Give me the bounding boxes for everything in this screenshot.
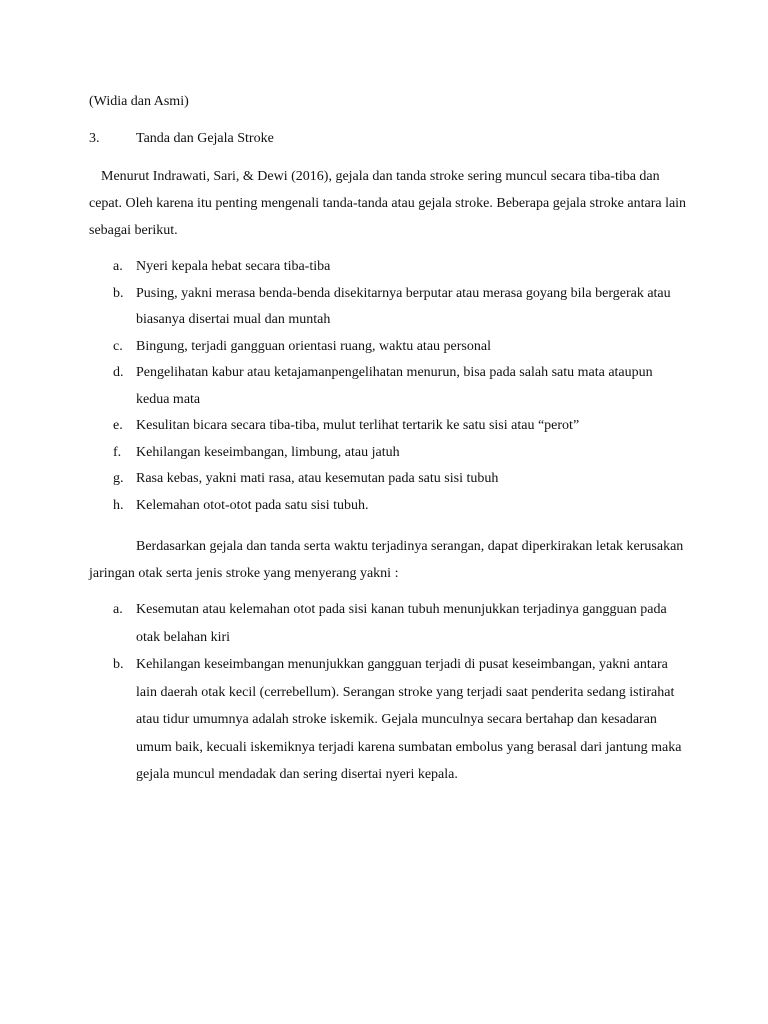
list-item-text: Nyeri kepala hebat secara tiba-tiba [136, 259, 331, 274]
list-marker: e. [113, 418, 123, 433]
symptom-list [89, 254, 689, 519]
intro-paragraph: Menurut Indrawati, Sari, & Dewi (2016), gejala dan tanda stroke sering muncul secara tiba-tiba dan cepat. Oleh karena itu penting mengenali tanda-tanda atau gejala stroke. Beberapa gejala stroke antara lain sebagai berikut. [89, 169, 687, 238]
list-item-text: Kesemutan atau kelemahan otot pada sisi kanan tubuh menunjukkan terjadinya gangguan pada otak belahan kiri [136, 602, 667, 645]
list-item-text: Pengelihatan kabur atau ketajamanpengelihatan menurun, bisa pada salah satu mata ataupun kedua mata [136, 365, 653, 407]
section-number: 3. [89, 131, 100, 146]
list-marker: f. [113, 444, 122, 460]
list-item-text: Rasa kebas, yakni mati rasa, atau kesemutan pada satu sisi tubuh [136, 471, 499, 486]
list-item-text: Kesulitan bicara secara tiba-tiba, mulut terlihat tertarik ke satu sisi atau “perot” [136, 418, 580, 433]
list-marker: b. [113, 285, 124, 301]
list-marker: a. [113, 602, 123, 617]
list-item-text: Pusing, yakni merasa benda-benda disekitarnya berputar atau merasa goyang bila bergerak atau biasanya disertai mual dan muntah [136, 285, 671, 327]
list-item-text: Kehilangan keseimbangan, limbung, atau jatuh [136, 444, 400, 460]
list-item [89, 596, 689, 651]
list-item [89, 651, 689, 789]
location-list [89, 596, 689, 789]
list-marker: c. [113, 338, 123, 354]
section-title: Tanda dan Gejala Stroke [136, 131, 274, 146]
list-item [89, 254, 689, 281]
citation-text: (Widia dan Asmi) [89, 94, 189, 109]
list-marker: a. [113, 259, 123, 274]
list-item [89, 281, 689, 334]
list-marker: h. [113, 497, 124, 513]
list-item [89, 466, 689, 493]
list-marker: d. [113, 365, 124, 380]
list-item [89, 334, 689, 361]
list-item [89, 360, 689, 413]
list-item [89, 440, 689, 467]
list-marker: b. [113, 657, 124, 672]
list-item-text: Kelemahan otot-otot pada satu sisi tubuh. [136, 497, 369, 513]
list-item-text: Bingung, terjadi gangguan orientasi ruang, waktu atau personal [136, 338, 491, 354]
list-item [89, 413, 689, 440]
second-paragraph: Berdasarkan gejala dan tanda serta waktu terjadinya serangan, dapat diperkirakan letak kerusakan jaringan otak serta jenis stroke yang menyerang yakni : [89, 539, 684, 581]
list-item-text: Kehilangan keseimbangan menunjukkan gangguan terjadi di pusat keseimbangan, yakni antara lain daerah otak kecil (cerrebellum). Serangan stroke yang terjadi saat penderita sedang istirahat atau tidur umumnya adalah stroke iskemik. Gejala munculnya secara bertahap dan kesadaran umum baik, kecuali iskemiknya terjadi karena sumbatan embolus yang berasal dari jantung maka gejala muncul mendadak dan sering disertai nyeri kepala. [136, 657, 682, 782]
list-item [89, 493, 689, 520]
list-marker: g. [113, 471, 124, 486]
